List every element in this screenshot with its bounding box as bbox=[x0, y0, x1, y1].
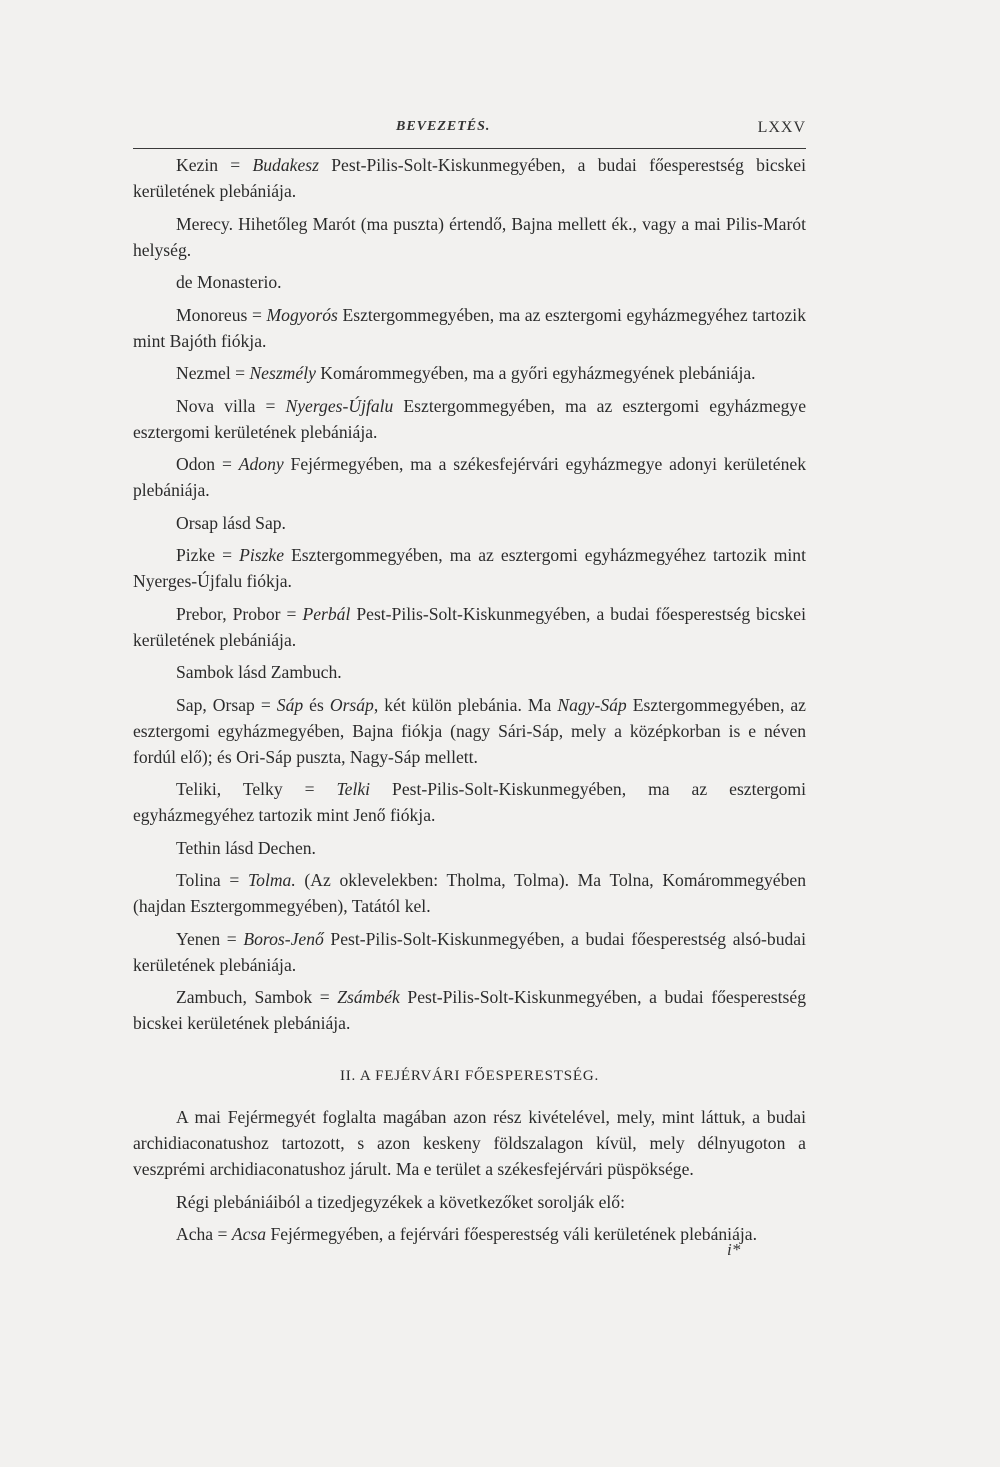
entry-odon: Odon = Adony Fejérmegyében, ma a székesfejérvári egyházmegye adonyi kerületének plebániája. bbox=[133, 454, 806, 500]
entry-teliki: Teliki, Telky = Telki Pest-Pilis-Solt-Kiskunmegyében, ma az esztergomi egyházmegyéhez tartozik mint Jenő fiókja. bbox=[133, 779, 807, 825]
entry-sambok: Sambok lásd Zambuch. bbox=[176, 662, 342, 682]
entry-prebor: Prebor, Probor = Perbál Pest-Pilis-Solt-Kiskunmegyében, a budai főesperestség bicskei kerületének plebániája. bbox=[133, 603, 806, 650]
entry-yenen: Yenen = Boros-Jenő Pest-Pilis-Solt-Kiskunmegyében, a budai főesperestség alsó-budai kerületének plebániája. bbox=[133, 928, 806, 975]
running-head: BEVEZETÉS. bbox=[396, 119, 491, 134]
entry-kezin: Kezin = Budakesz Pest-Pilis-Solt-Kiskunmegyében, a budai főesperestség bicskei kerületének plebániája. bbox=[133, 155, 806, 201]
entry-zambuch: Zambuch, Sambok = Zsámbék Pest-Pilis-Solt-Kiskunmegyében, a budai főesperestség bicskei kerületének plebániája. bbox=[133, 987, 806, 1033]
entry-monoreus: Monoreus = Mogyorós Esztergommegyében, ma az esztergomi egyházmegyéhez tartozik mint Bajóth fiókja. bbox=[133, 304, 806, 351]
section-heading: II. A FEJÉRVÁRI FŐESPERESTSÉG. bbox=[339, 1068, 600, 1084]
entry-acha: Acha = Acsa Fejérmegyében, a fejérvári főesperestség váli kerületének plebániája. bbox=[176, 1224, 757, 1244]
entry-tethin: Tethin lásd Dechen. bbox=[176, 837, 316, 858]
entry-sap: Sap, Orsap = Sáp és Orsáp, két külön plebánia. Ma Nagy-Sáp Esztergommegyében, az esztergomi egyházmegyében, Bajna fiókja (nagy Sári-Sáp, mely a középkorban is e néven fordúl elő); és Ori-Sáp puszta, Nagy-Sáp mellett. bbox=[133, 694, 806, 767]
section-paragraph-list-intro: Régi plebániáiból a tizedjegyzékek a következőket sorolják elő: bbox=[176, 1191, 625, 1212]
entry-nezmel: Nezmel = Neszmély Komárommegyében, ma a győri egyházmegyének plebániája. bbox=[176, 363, 756, 383]
entry-tolina: Tolina = Tolma. (Az oklevelekben: Tholma, Tolma). Ma Tolna, Komárommegyében (hajdan Esztergommegyében), Tatától kel. bbox=[133, 870, 806, 916]
page-number: LXXV bbox=[757, 119, 806, 136]
entry-de-monasterio: de Monasterio. bbox=[176, 272, 282, 292]
entry-orsap: Orsap lásd Sap. bbox=[176, 512, 286, 533]
section-paragraph-intro: A mai Fejérmegyét foglalta magában azon rész kivételével, mely, mint láttuk, a budai archidiaconatushoz tartozott, s azon keskeny földszalagon kívül, mely délnyugoton a veszprémi archidiaconatushoz járult. Ma e terület a székesfejérvári püspöksége. bbox=[133, 1107, 806, 1179]
page-header bbox=[133, 118, 806, 149]
entry-pizke: Pizke = Piszke Esztergommegyében, ma az esztergomi egyházmegyéhez tartozik mint Nyerges-Újfalu fiókja. bbox=[133, 545, 806, 591]
entry-nova-villa: Nova villa = Nyerges-Újfalu Esztergommegyében, ma az esztergomi egyházmegye esztergomi kerületének plebániája. bbox=[133, 395, 806, 442]
signature-mark: i* bbox=[727, 1240, 741, 1259]
body-text bbox=[133, 152, 806, 1247]
entry-merecy: Merecy. Hihetőleg Marót (ma puszta) értendő, Bajna mellett ék., vagy a mai Pilis-Marót helység. bbox=[133, 213, 806, 260]
